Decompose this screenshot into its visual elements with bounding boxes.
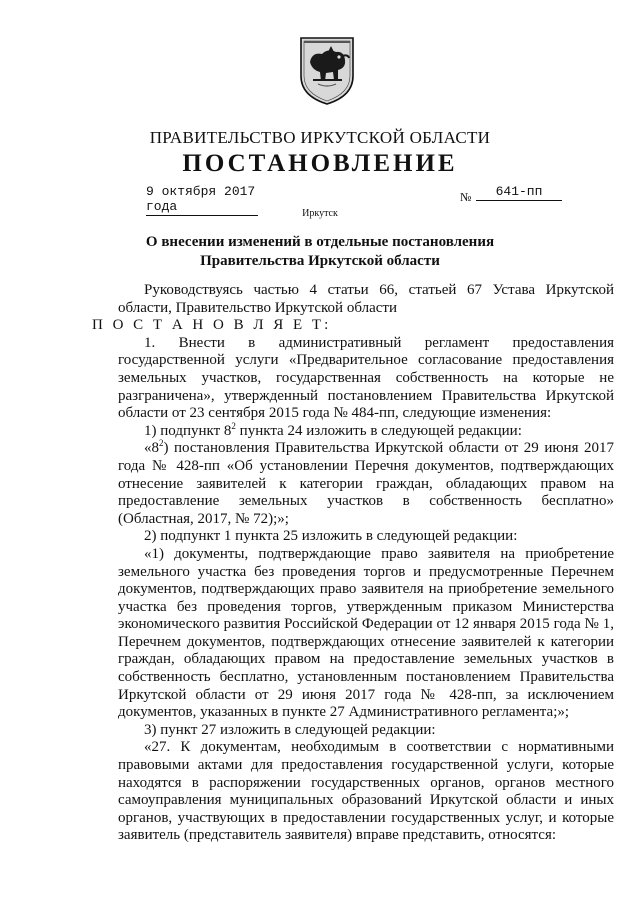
superscript: 2 bbox=[231, 420, 236, 431]
number-label: № bbox=[460, 190, 472, 204]
document-body bbox=[92, 282, 614, 845]
text-fragment: пункта 24 изложить в следующей редакции: bbox=[235, 422, 522, 439]
document-subject bbox=[0, 233, 640, 271]
resolves-heading: П О С Т А Н О В Л Я Е Т: bbox=[92, 317, 332, 334]
subitem-paragraph: 2) подпункт 1 пункта 25 изложить в следующей редакции: bbox=[144, 528, 518, 545]
document-date: 9 октября 2017 года bbox=[146, 184, 258, 216]
quote-paragraph bbox=[118, 440, 614, 528]
preamble-paragraph: Руководствуясь частью 4 статьи 66, статьей 67 Устава Иркутской области, Правительство Иркутской области bbox=[118, 282, 614, 316]
quote-paragraph: «1) документы, подтверждающие право заявителя на приобретение земельного участка без проведения торгов и предусмотренные Перечнем документов, подтверждающих право заявителя на приобретение земельного участка без проведения торгов, утвержденным приказом Министерства экономического развития Российской Федерации от 12 января 2015 года № 1, Перечнем документов, подтверждающих отнесение заявителей к категории граждан, обладающих правом на предоставление земельных участков в собственность бесплатно, установленным постановлением Правительства Иркутской области от 29 июня 2017 года № 428-пп, за исключением документов, указанных в пункте 27 Административного регламента;»; bbox=[118, 545, 614, 721]
subject-line: Правительства Иркутской области bbox=[200, 253, 440, 269]
document-type: ПОСТАНОВЛЕНИЕ bbox=[182, 150, 458, 177]
quote-paragraph: «27. К документам, необходимым в соответствии с нормативными правовыми актами для предоставления государственной услуги, которые находятся в распоряжении государственных органов, органов местного самоуправления муниципальных образований Иркутской области и иных органов, участвующих в предоставлении государственных услуг, и которые заявитель (представитель заявителя) вправе представить, относятся: bbox=[118, 739, 614, 844]
subitem-paragraph bbox=[118, 420, 614, 441]
item-paragraph: 1. Внести в административный регламент предоставления государственной услуги «Предварительное согласование предоставления земельных участков, государственная собственность на которые не разграничена», утвержденный постановлением Правительства Иркутской области от 23 сентября 2015 года № 484-пп, следующие изменения: bbox=[118, 334, 614, 422]
city: Иркутск bbox=[302, 208, 338, 219]
document-number: 641-пп bbox=[476, 184, 562, 201]
text-fragment: «8 bbox=[144, 440, 159, 457]
subitem-paragraph: 3) пункт 27 изложить в следующей редакции: bbox=[144, 721, 436, 738]
superscript: 2 bbox=[159, 438, 164, 449]
coat-of-arms-icon bbox=[298, 36, 356, 106]
organization-name: ПРАВИТЕЛЬСТВО ИРКУТСКОЙ ОБЛАСТИ bbox=[149, 128, 491, 147]
text-fragment: 1) подпункт 8 bbox=[144, 422, 232, 439]
text-fragment: ) постановления Правительства Иркутской области от 29 июня 2017 года № 428-пп «Об установлении Перечня документов, подтверждающих отнесение заявителей к категории граждан, обладающих правом на предоставление земельных участков в собственность бесплатно» (Областная, 2017, № 72);»; bbox=[118, 440, 614, 527]
subject-line: О внесении изменений в отдельные постановления bbox=[145, 234, 495, 250]
